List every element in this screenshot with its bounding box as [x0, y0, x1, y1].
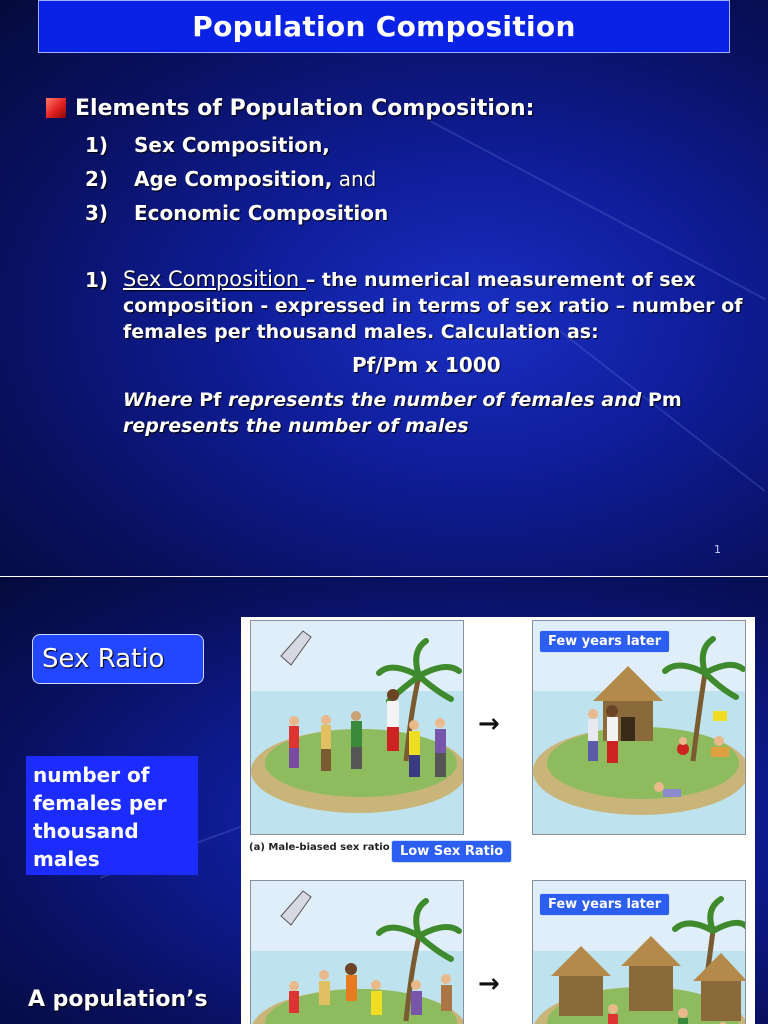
definition-dash: –: [305, 269, 316, 291]
village-after-panel: [532, 880, 746, 1024]
list-item: [85, 167, 376, 191]
island-before-panel: [250, 620, 464, 835]
sex-ratio-illustration: [241, 617, 755, 1024]
bullet-square-icon: [46, 98, 66, 118]
definition-line-1: [123, 267, 696, 291]
arrow-icon: →: [478, 969, 500, 999]
definition-line-3: females per thousand males. Calculation as:: [123, 321, 599, 343]
population-text: A population’s: [28, 987, 208, 1012]
definition-number: 1): [85, 268, 109, 292]
list-text: Sex Composition,: [134, 133, 330, 157]
slide-2: [0, 577, 768, 1024]
definition-line-2: composition - expressed in terms of sex ratio – number of: [123, 295, 743, 317]
low-sex-ratio-label: Low Sex Ratio: [391, 840, 512, 863]
few-years-later-label: Few years later: [539, 893, 670, 916]
island-scene: [251, 881, 464, 1024]
page-number: 1: [714, 543, 721, 556]
arrow-icon: →: [478, 709, 500, 739]
definition-line: males: [33, 847, 100, 871]
definition-line: number of: [33, 763, 150, 787]
formula-note-line-2: represents the number of males: [123, 415, 469, 437]
definition-text: the numerical measurement of sex: [315, 269, 696, 291]
background-streak: [559, 330, 765, 492]
sex-ratio-label: Sex Ratio: [32, 634, 204, 684]
few-years-later-label: Few years later: [539, 630, 670, 653]
island-before-panel-2: [250, 880, 464, 1024]
list-text: Economic Composition: [134, 201, 389, 225]
list-item: [85, 201, 388, 225]
list-number: 1): [85, 133, 109, 157]
note-text: represents the number of females and: [221, 389, 648, 411]
list-suffix: and: [332, 167, 377, 191]
note-variable: Pm: [647, 389, 682, 411]
island-scene: [533, 621, 746, 835]
figure-caption: (a) Male-biased sex ratio: [249, 842, 390, 853]
formula: Pf/Pm x 1000: [352, 353, 501, 377]
sex-ratio-definition-box: [26, 756, 198, 875]
list-heading: Elements of Population Composition:: [75, 96, 535, 121]
definition-line: thousand: [33, 819, 139, 843]
island-after-panel: [532, 620, 746, 835]
formula-note-line-1: [123, 389, 682, 411]
list-number: 2): [85, 167, 109, 191]
list-text: Age Composition,: [134, 167, 333, 191]
island-scene: [251, 621, 464, 835]
list-number: 3): [85, 201, 109, 225]
list-item: [85, 133, 330, 157]
definition-term: Sex Composition: [123, 267, 306, 291]
definition-line: females per: [33, 791, 167, 815]
slide-title: Population Composition: [38, 0, 730, 53]
note-text: Where: [123, 389, 200, 411]
note-variable: Pf: [199, 389, 222, 411]
